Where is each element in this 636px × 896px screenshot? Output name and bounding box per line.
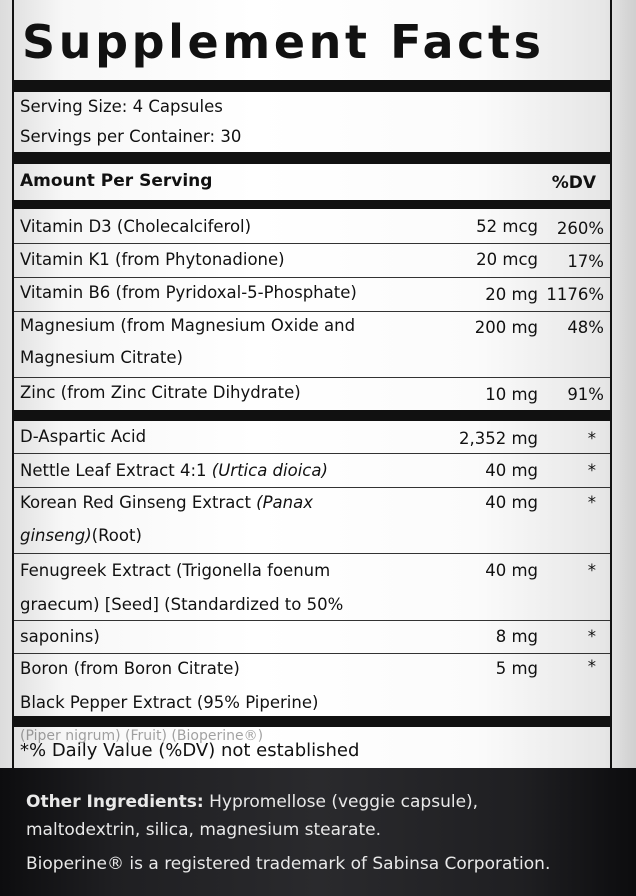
ingredient-amount: 40 mg [485,461,538,480]
nutrient-amount: 52 mcg [476,217,538,236]
row-divider [14,453,610,454]
ingredient-dv: * [587,493,596,512]
nutrient-amount: 20 mg [485,285,538,304]
smudged-text: (Piper nigrum) (Fruit) (Bioperine®) [20,728,264,744]
thick-divider [14,80,610,92]
row-divider [14,377,610,378]
nutrient-dv: 260% [556,219,604,238]
nutrient-name: Zinc (from Zinc Citrate Dihydrate) [20,383,301,402]
ingredient-name: Black Pepper Extract (95% Piperine) [20,693,319,712]
supplement-facts-panel [12,0,612,768]
thick-divider [14,152,610,164]
panel-title: Supplement Facts [22,15,545,69]
ingredient-name [20,460,328,482]
servings-per-container: Servings per Container: 30 [20,127,242,146]
serving-size: Serving Size: 4 Capsules [20,97,223,116]
ingredient-name-cont [20,525,142,547]
row-divider [14,620,610,621]
ingredient-amount: 2,352 mg [458,429,538,448]
ingredient-name-latin: ginseng) [20,526,92,545]
ingredient-name-cont: graecum) [Seed] (Standardized to 50% [20,595,344,614]
ingredient-name: Fenugreek Extract (Trigonella foenum [20,561,331,580]
other-ingredients [26,790,478,814]
row-divider [14,243,610,244]
nutrient-amount: 20 mcg [476,250,538,269]
row-divider [14,277,610,278]
ingredient-name-plain: Korean Red Ginseng Extract [20,493,257,512]
nutrient-name: Vitamin K1 (from Phytonadione) [20,250,285,269]
nutrient-name-cont: Magnesium Citrate) [20,348,183,367]
row-divider [14,487,610,488]
ingredient-name: Boron (from Boron Citrate) [20,659,240,678]
other-ingredients-text: Hypromellose (veggie capsule), [203,792,479,812]
ingredient-name-latin: (Urtica dioica) [211,461,328,480]
ingredient-dv: * [587,561,596,580]
other-ingredients-cont: maltodextrin, silica, magnesium stearate. [26,820,381,840]
row-divider [14,553,610,554]
ingredient-name-plain: Nettle Leaf Extract 4:1 [20,461,212,480]
ingredient-name [20,492,313,514]
thick-divider [14,716,610,727]
nutrient-name: Vitamin B6 (from Pyridoxal-5-Phosphate) [20,283,357,302]
ingredient-amount: 40 mg [485,493,538,512]
nutrient-dv: 1176% [546,285,604,304]
nutrient-amount: 10 mg [485,385,538,404]
amount-per-serving-header: Amount Per Serving [20,171,213,191]
nutrient-amount: 200 mg [474,318,538,337]
ingredient-amount: 5 mg [495,659,538,678]
ingredient-name-plain: (Root) [91,526,142,545]
medium-divider [14,200,610,209]
ingredient-dv: * [587,627,596,646]
ingredient-amount: 8 mg [495,627,538,646]
ingredient-name: D-Aspartic Acid [20,427,147,446]
nutrient-dv: 91% [567,385,604,404]
ingredient-name-latin: (Panax [256,493,314,512]
nutrient-dv: 17% [567,252,604,271]
dv-header: %DV [551,173,596,193]
row-divider [14,311,610,312]
daily-value-footnote: *% Daily Value (%DV) not established [20,740,360,761]
nutrient-name: Magnesium (from Magnesium Oxide and [20,316,356,335]
ingredient-name-cont: saponins) [20,627,100,646]
ingredient-dv: * [587,657,596,676]
other-ingredients-label: Other Ingredients: [26,792,204,812]
trademark-notice: Bioperine® is a registered trademark of Sabinsa Corporation. [26,854,551,874]
ingredient-amount: 40 mg [485,561,538,580]
nutrient-name: Vitamin D3 (Cholecalciferol) [20,217,252,236]
ingredient-dv: * [587,461,596,480]
nutrient-dv: 48% [567,318,604,337]
thick-divider [14,410,610,421]
row-divider [14,653,610,654]
ingredient-dv: * [587,429,596,448]
